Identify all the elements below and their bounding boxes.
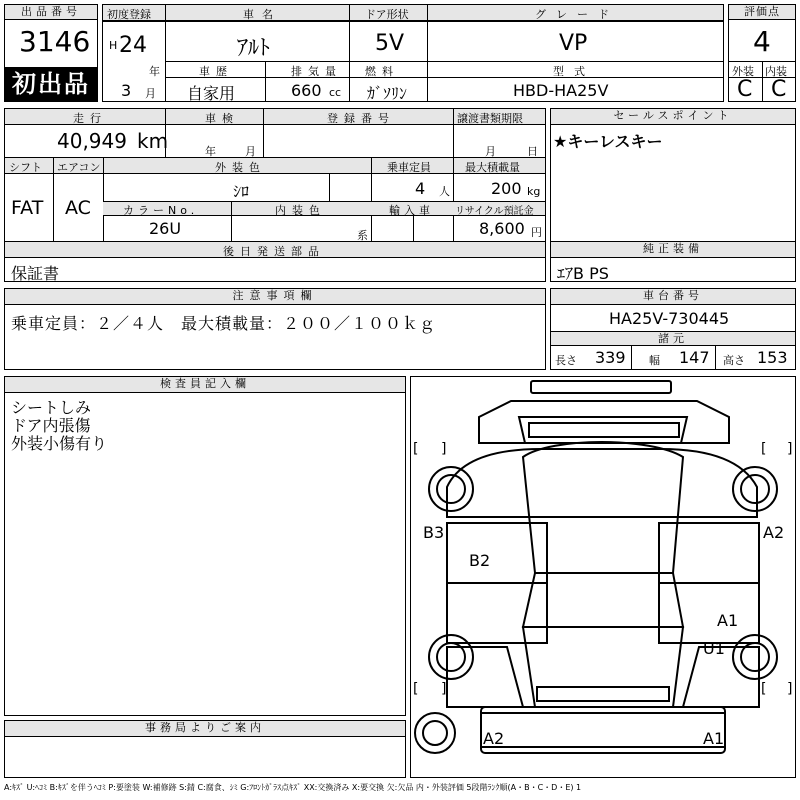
recycle-label: リサイクル預託金 — [455, 206, 534, 217]
vehicle-info-box — [102, 4, 724, 102]
max-load-unit: kg — [527, 185, 541, 198]
capacity-unit: 人 — [439, 185, 450, 198]
mileage: 40,949 — [57, 129, 127, 153]
color-no: 26U — [149, 219, 182, 238]
ac: AC — [65, 197, 91, 219]
shift: FAT — [11, 197, 44, 219]
inspection-year-unit: 年 — [205, 145, 216, 158]
door-type: 5V — [375, 31, 405, 56]
first-listing-badge: 初出品 — [5, 67, 97, 101]
genuine-label: 純正装備 — [551, 242, 795, 258]
transfer-month-unit: 月 — [485, 145, 496, 158]
displacement-label: 排気量 — [291, 65, 342, 78]
history: 自家用 — [187, 84, 236, 103]
mileage-label: 走行 — [73, 112, 107, 125]
car-name: ｱﾙﾄ — [237, 36, 271, 61]
sales-point: ★キーレスキー — [553, 132, 663, 151]
transfer-label: 譲渡書類期限 — [457, 112, 523, 125]
recycle-unit: 円 — [531, 226, 542, 239]
reg-year: 24 — [119, 33, 147, 58]
damage-mark-a2-rear: A2 — [483, 729, 505, 748]
length-label: 長さ — [555, 354, 577, 367]
inspector-box — [4, 376, 406, 716]
damage-mark-b3: B3 — [423, 523, 445, 542]
inspector-line-2: ドア内張傷 — [11, 416, 91, 435]
score: 4 — [753, 25, 771, 58]
exterior-label: 外装 — [732, 65, 754, 78]
svg-text:[: [ — [413, 441, 419, 457]
damage-mark-b2: B2 — [469, 551, 491, 570]
int-color-label: 内装色 — [275, 204, 326, 217]
interior-grade: C — [771, 77, 787, 102]
width-label: 幅 — [649, 354, 660, 367]
mileage-unit: km — [137, 129, 169, 153]
exterior-grade: C — [737, 77, 753, 102]
chassis-label: 車台番号 — [551, 289, 795, 305]
notes-text: 乗車定員：２／４人 最大積載量：２００／１００ｋｇ — [11, 314, 437, 333]
damage-diagram — [410, 376, 796, 778]
notes-label: 注意事項欄 — [5, 289, 545, 305]
office-box — [4, 720, 406, 778]
length: 339 — [595, 348, 626, 367]
later-parts: 保証書 — [11, 264, 60, 283]
capacity-label: 乗車定員 — [387, 161, 431, 174]
import-label: 輸入車 — [389, 204, 434, 217]
inspector-line-3: 外装小傷有り — [11, 434, 108, 453]
transfer-day-unit: 日 — [527, 145, 538, 158]
int-color-unit: 系 — [357, 229, 368, 242]
car-name-label: 車名 — [243, 8, 281, 21]
ext-color-label: 外装色 — [215, 161, 266, 174]
damage-mark-a2-right: A2 — [763, 523, 785, 542]
shift-label: シフト — [9, 161, 42, 174]
damage-mark-u1: U1 — [703, 639, 725, 658]
score-box — [728, 4, 796, 102]
damage-mark-a1-right: A1 — [717, 611, 739, 630]
interior-label: 内装 — [765, 65, 787, 78]
header-row — [103, 5, 723, 21]
notes-box — [4, 288, 546, 370]
specs-label: 諸元 — [551, 332, 795, 346]
lot-number: 3146 — [19, 25, 91, 58]
svg-text:[: [ — [761, 681, 767, 697]
model: HBD-HA25V — [513, 81, 609, 100]
svg-text:[: [ — [761, 441, 767, 457]
chassis-number: HA25V-730445 — [609, 309, 730, 328]
displacement-unit: cc — [329, 86, 342, 99]
sales-point-box — [550, 108, 796, 282]
chassis-box — [550, 288, 796, 370]
year-unit: 年 — [149, 65, 160, 78]
first-reg-label: 初度登録 — [107, 8, 151, 21]
ext-color: ｼﾛ — [233, 182, 250, 201]
sales-point-label: セールスポイント — [551, 109, 795, 125]
model-label: 型式 — [553, 65, 595, 78]
inspection-month-unit: 月 — [245, 145, 256, 158]
grade: VP — [559, 31, 588, 56]
svg-text:]: ] — [787, 681, 793, 697]
fuel: ｶﾞｿﾘﾝ — [367, 84, 408, 103]
max-load-label: 最大積載量 — [465, 161, 520, 174]
door-label: ドア形状 — [365, 8, 409, 21]
inspector-line-1: シートしみ — [11, 398, 92, 417]
svg-text:]: ] — [787, 441, 793, 457]
inspector-label: 検査員記入欄 — [5, 377, 405, 393]
reg-no-label: 登録番号 — [327, 112, 395, 125]
svg-text:[: [ — [413, 681, 419, 697]
recycle: 8,600 — [479, 219, 525, 238]
car-outline — [411, 377, 795, 777]
max-load: 200 — [491, 179, 522, 198]
inspection-label: 車検 — [205, 112, 239, 125]
damage-mark-a1-rear: A1 — [703, 729, 725, 748]
lot-number-label: 出品番号 — [5, 5, 97, 20]
lot-number-box — [4, 4, 98, 102]
era-code: H — [109, 39, 118, 52]
genuine-equipment: ｴｱB PS — [557, 264, 609, 283]
score-label: 評価点 — [729, 5, 795, 20]
grade-label: グレード — [535, 8, 619, 21]
color-no-label: カラーNo. — [123, 204, 199, 217]
details-table — [4, 108, 546, 282]
office-label: 事務局よりご案内 — [5, 721, 405, 737]
height-label: 高さ — [723, 354, 745, 367]
later-parts-label: 後日発送部品 — [223, 245, 325, 258]
displacement: 660 — [291, 81, 322, 100]
width: 147 — [679, 348, 710, 367]
history-label: 車歴 — [199, 65, 233, 78]
fuel-label: 燃料 — [365, 65, 399, 78]
month-unit: 月 — [145, 87, 156, 100]
height: 153 — [757, 348, 788, 367]
ac-label: エアコン — [57, 161, 101, 174]
capacity: 4 — [415, 179, 426, 198]
svg-text:]: ] — [441, 681, 447, 697]
reg-month: 3 — [121, 81, 132, 100]
svg-text:]: ] — [441, 441, 447, 457]
legend-text: A:ｷｽﾞ U:ﾍｺﾐ B:ｷｽﾞを伴うﾍｺﾐ P:要塗装 W:補修跡 S:錆 C:腐食、ｼﾐ G:ﾌﾛﾝﾄｶﾞﾗｽ点ｷｽﾞ XX:交換済み X:要交換 欠:欠品 内・外装評価 5段階ﾗﾝｸ順(A・B・C・D・E) 1 — [4, 783, 582, 792]
